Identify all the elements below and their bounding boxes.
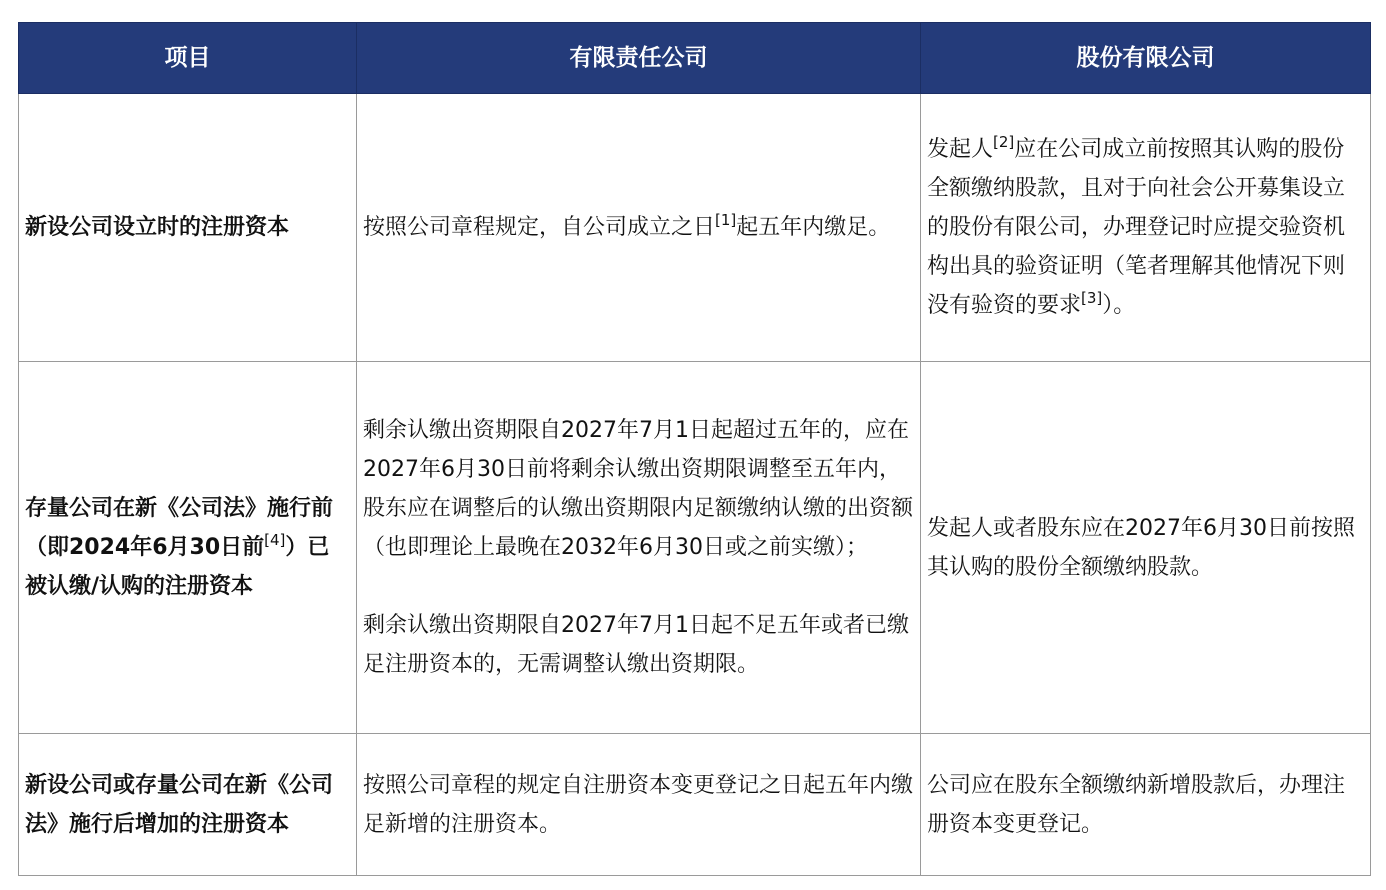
row-item-text: 存量公司在新《公司法》施行前（即2024年6月30日前 xyxy=(25,496,334,560)
jsc-text: ）。 xyxy=(1102,293,1136,318)
row-item-cell xyxy=(19,362,357,734)
comparison-table xyxy=(18,22,1371,876)
footnote-ref[interactable]: [2] xyxy=(993,133,1015,151)
row-item-text: 新设公司设立时的注册资本 xyxy=(25,215,290,240)
llc-paragraph: 剩余认缴出资期限自2027年7月1日起超过五年的，应在2027年6月30日前将剩余认缴出资期限调整至五年内，股东应在调整后的认缴出资期限内足额缴纳认缴的出资额（也即理论上最晚在2032年6月30日或之前实缴）； xyxy=(363,418,914,560)
paragraph-gap xyxy=(363,567,914,606)
jsc-cell xyxy=(921,362,1371,734)
jsc-cell xyxy=(921,734,1371,876)
jsc-text: 公司应在股东全额缴纳新增股款后，办理注册资本变更登记。 xyxy=(927,772,1346,837)
footnote-ref[interactable]: [3] xyxy=(1081,289,1103,307)
llc-text: 按照公司章程规定，自公司成立之日 xyxy=(363,215,716,240)
jsc-text: 应在公司成立前按照其认购的股份全额缴纳股款，且对于向社会公开募集设立的股份有限公司，办理登记时应提交验资机构出具的验资证明（笔者理解其他情况下则没有验资的要求 xyxy=(927,137,1346,318)
llc-text: 起五年内缴足。 xyxy=(736,215,891,240)
jsc-text: 发起人 xyxy=(927,137,994,162)
footnote-ref[interactable]: [1] xyxy=(715,211,737,229)
table-row xyxy=(19,734,1371,876)
row-item-cell xyxy=(19,734,357,876)
header-jsc: 股份有限公司 xyxy=(921,23,1371,94)
row-item-text: ）已被认缴/认购的注册资本 xyxy=(25,535,330,599)
table-row xyxy=(19,362,1371,734)
header-row xyxy=(19,23,1371,94)
footnote-ref[interactable]: [4] xyxy=(264,531,286,549)
llc-cell xyxy=(357,94,921,362)
row-item-text: 新设公司或存量公司在新《公司法》施行后增加的注册资本 xyxy=(25,772,334,837)
llc-cell xyxy=(357,362,921,734)
llc-text: 按照公司章程的规定自注册资本变更登记之日起五年内缴足新增的注册资本。 xyxy=(363,772,914,837)
llc-paragraph: 剩余认缴出资期限自2027年7月1日起不足五年或者已缴足注册资本的，无需调整认缴出资期限。 xyxy=(363,613,909,677)
jsc-cell xyxy=(921,94,1371,362)
row-item-cell xyxy=(19,94,357,362)
llc-cell xyxy=(357,734,921,876)
table-row xyxy=(19,94,1371,362)
jsc-text: 发起人或者股东应在2027年6月30日前按照其认购的股份全额缴纳股款。 xyxy=(927,515,1355,580)
header-llc: 有限责任公司 xyxy=(357,23,921,94)
header-item: 项目 xyxy=(19,23,357,94)
